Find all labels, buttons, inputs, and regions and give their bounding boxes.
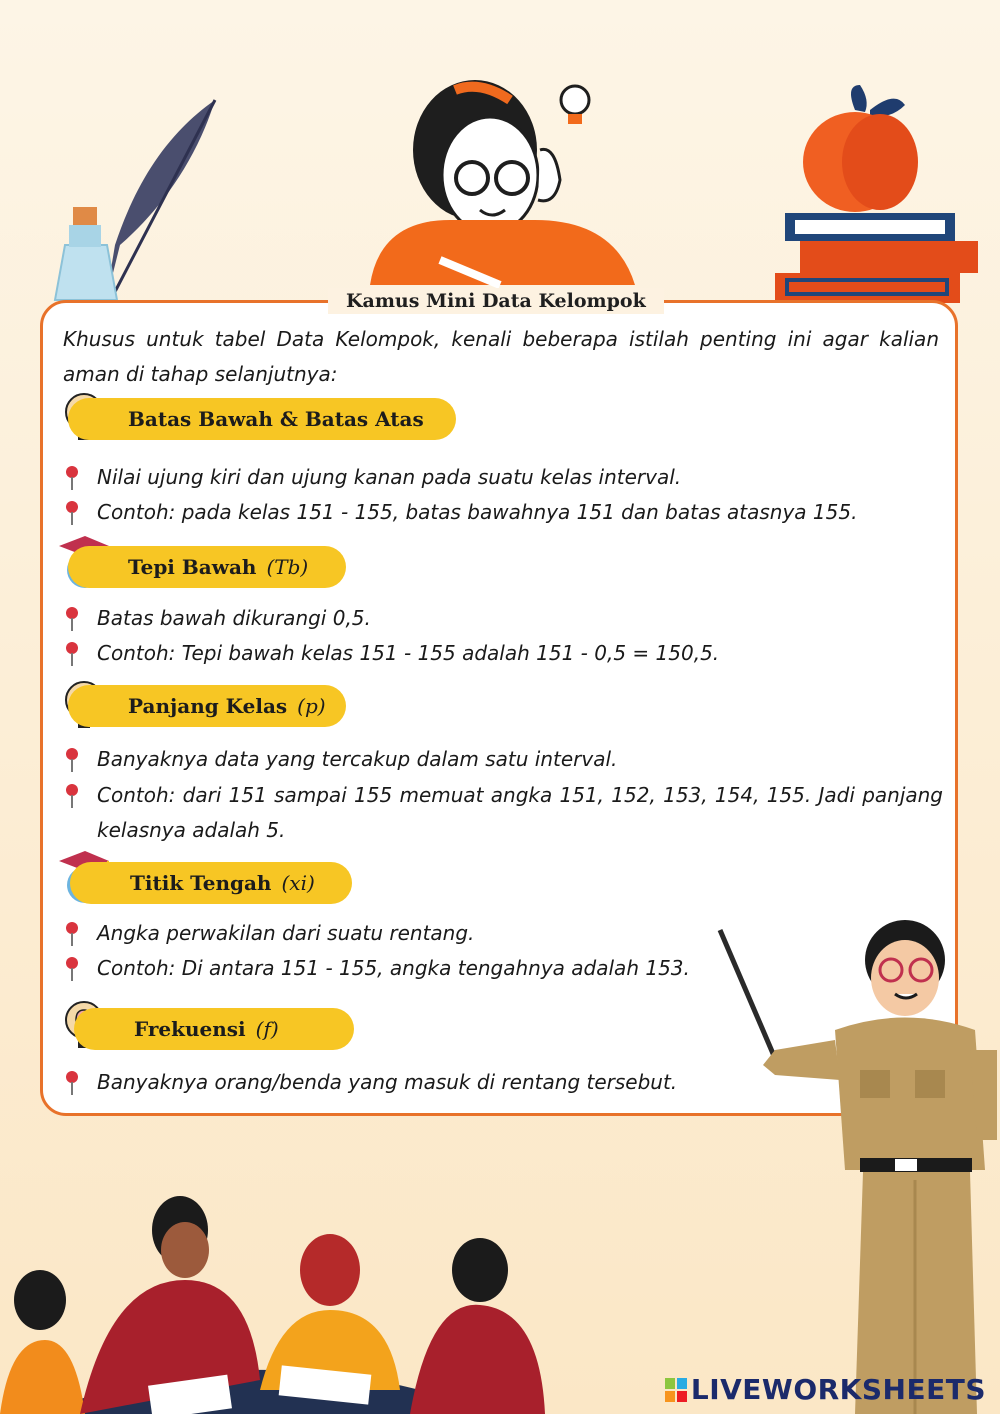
- section-heading-tepi-bawah: [68, 546, 346, 588]
- bullet-text: Nilai ujung kiri dan ujung kanan pada suatu kelas interval.: [97, 465, 682, 489]
- section-heading-label: Panjang Kelas: [128, 694, 288, 718]
- students-group-illustration: [0, 1190, 560, 1414]
- bullet-item: [63, 778, 943, 848]
- bullet-item: [63, 601, 943, 636]
- liveworksheets-logo: [665, 1373, 986, 1406]
- map-pin-icon: [63, 641, 81, 667]
- bullet-text: Banyaknya data yang tercakup dalam satu interval.: [97, 747, 618, 771]
- bullet-item: [63, 742, 943, 777]
- math-symbol: (xi): [281, 871, 315, 895]
- bullet-text: Contoh: dari 151 sampai 155 memuat angka 151, 152, 153, 154, 155. Jadi panjang kelasnya adalah 5.: [97, 783, 943, 842]
- bullet-item: [63, 636, 943, 671]
- logo-text: LIVEWORKSHEETS: [690, 1373, 986, 1406]
- map-pin-icon: [63, 465, 81, 491]
- map-pin-icon: [63, 606, 81, 632]
- bullet-text: Angka perwakilan dari suatu rentang.: [97, 921, 475, 945]
- section-heading-label: Titik Tengah: [130, 871, 272, 895]
- girl-thinking-illustration: [360, 70, 640, 290]
- section-heading-panjang-kelas: [68, 685, 346, 727]
- map-pin-icon: [63, 1070, 81, 1096]
- math-symbol: (Tb): [266, 555, 309, 579]
- bullet-text: Contoh: pada kelas 151 - 155, batas bawahnya 151 dan batas atasnya 155.: [97, 500, 858, 524]
- card-title: Kamus Mini Data Kelompok: [328, 288, 664, 314]
- bullet-text: Contoh: Tepi bawah kelas 151 - 155 adalah 151 - 0,5 = 150,5.: [97, 641, 720, 665]
- section-heading-label: Tepi Bawah: [128, 555, 257, 579]
- bullet-item: [63, 495, 943, 530]
- liveworksheets-logo-icon: [665, 1378, 687, 1402]
- intro-text: Khusus untuk tabel Data Kelompok, kenali beberapa istilah penting ini agar kalian aman di tahap selanjutnya:: [63, 327, 939, 386]
- bullet-item: [63, 460, 943, 495]
- bullet-text: Contoh: Di antara 151 - 155, angka tengahnya adalah 153.: [97, 956, 690, 980]
- quill-ink-illustration: [45, 95, 225, 320]
- math-symbol: (f): [255, 1017, 279, 1041]
- section-heading-label: Batas Bawah & Batas Atas: [128, 407, 424, 431]
- bullet-text: Batas bawah dikurangi 0,5.: [97, 606, 371, 630]
- section-heading-label: Frekuensi: [134, 1017, 246, 1041]
- section-heading-batas: [68, 398, 456, 440]
- section-heading-titik-tengah: [70, 862, 352, 904]
- apple-books-illustration: [775, 80, 985, 305]
- map-pin-icon: [63, 956, 81, 982]
- math-symbol: (p): [297, 694, 326, 718]
- teacher-pointing-illustration: [715, 910, 1000, 1414]
- map-pin-icon: [63, 783, 81, 809]
- bullet-text: Banyaknya orang/benda yang masuk di rentang tersebut.: [97, 1070, 678, 1094]
- map-pin-icon: [63, 500, 81, 526]
- section-heading-frekuensi: [74, 1008, 354, 1050]
- map-pin-icon: [63, 921, 81, 947]
- map-pin-icon: [63, 747, 81, 773]
